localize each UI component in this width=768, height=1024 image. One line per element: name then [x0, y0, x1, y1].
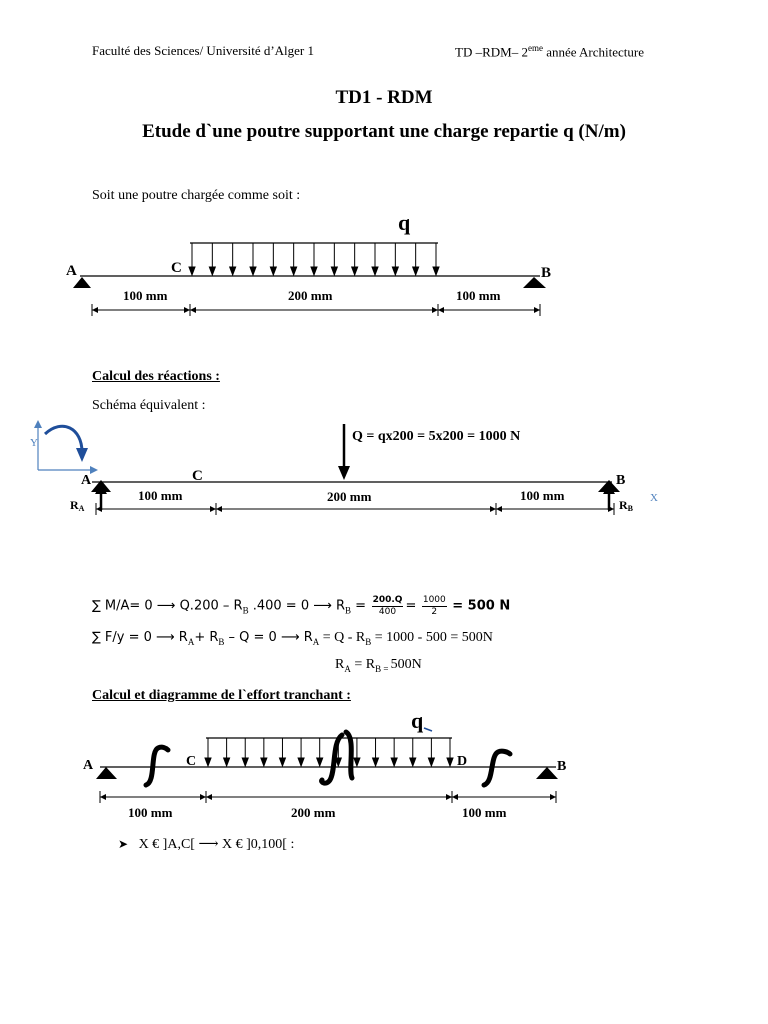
- dim3-label-2: 200 mm: [291, 805, 336, 820]
- point-c3-label: C: [186, 754, 197, 769]
- dim3-label-3: 100 mm: [462, 805, 507, 820]
- bullet-arrow-icon: ➤: [118, 837, 129, 851]
- load-q-label-3: q: [411, 708, 424, 733]
- load-arrowhead: [373, 758, 379, 766]
- load-arrowhead: [354, 758, 360, 766]
- eq2-part: ∑ F/y = 0 ⟶ R: [92, 630, 188, 645]
- x-axis-label: X: [650, 492, 658, 504]
- eq3-part: 500N: [390, 657, 422, 672]
- load-arrowhead: [410, 758, 416, 766]
- point-a2-label: A: [81, 473, 92, 488]
- eq3-part: R: [335, 657, 345, 672]
- section-cut-3: [484, 751, 510, 785]
- dim2-label-1: 100 mm: [138, 488, 183, 503]
- eq1-result: = 500 N: [452, 598, 511, 614]
- fraction-1-numerator: 200.Q: [372, 595, 403, 605]
- y-axis-label: Y: [30, 437, 38, 449]
- support-a3-icon: [96, 767, 117, 779]
- point-b2-label: B: [616, 473, 626, 488]
- distributed-load-arrows-3: [205, 738, 453, 766]
- section-cut-marks: [146, 732, 510, 785]
- support-b3-icon: [536, 767, 558, 779]
- shear-heading: Calcul et diagramme de l`effort tranchant :: [92, 688, 351, 703]
- point-a3-label: A: [83, 758, 94, 773]
- load-arrowhead: [428, 758, 434, 766]
- point-c-label: C: [171, 260, 182, 276]
- dim-label-2: 200 mm: [288, 288, 333, 303]
- point-b3-label: B: [557, 759, 567, 774]
- eq1-part: =: [351, 598, 367, 614]
- course-header-suffix: année Architecture: [542, 44, 645, 60]
- load-arrowhead: [279, 758, 285, 766]
- q-underline-mark: [424, 728, 432, 731]
- course-header-sup: eme: [527, 43, 543, 53]
- reaction-a-symbol: R: [70, 498, 79, 512]
- eq2-part: – Q = 0 ⟶ R: [224, 630, 313, 645]
- eq2-sub: B: [218, 636, 225, 647]
- eq1-part: .400 = 0 ⟶ R: [248, 598, 346, 614]
- dim3-label-1: 100 mm: [128, 805, 173, 820]
- bullet-text: X € ]A,C[ ⟶ X € ]0,100[ :: [138, 837, 295, 852]
- eq1-part: ∑ M/A= 0 ⟶ Q.200 – R: [92, 598, 243, 614]
- faculty-header: Faculté des Sciences/ Université d’Alger 1: [92, 43, 315, 58]
- eq2-part: + R: [194, 630, 219, 645]
- point-d3-label: D: [457, 754, 468, 769]
- eq2-sub: A: [187, 636, 195, 647]
- fraction-1-denominator: 400: [378, 607, 397, 617]
- schema-label: Schéma équivalent :: [92, 398, 206, 413]
- eq2-sub: A: [312, 636, 320, 647]
- reactions-heading: Calcul des réactions :: [92, 369, 220, 384]
- reaction-a-subscript: A: [78, 504, 85, 513]
- fraction-2-numerator: 1000: [422, 595, 446, 605]
- eq2-part: = Q - R: [319, 630, 366, 645]
- page-subtitle: Etude d`une poutre supportant une charge repartie q (N/m): [142, 121, 626, 142]
- eq2-part: = 1000 - 500 = 500N: [371, 630, 493, 645]
- load-arrowhead: [224, 758, 230, 766]
- load-arrowhead: [447, 758, 453, 766]
- eq1-sub: B: [242, 605, 249, 616]
- dim2-label-2: 200 mm: [327, 489, 372, 504]
- reaction-b-subscript: B: [627, 504, 634, 513]
- equation-moment: ∑ M/A= 0 ⟶ $Q.200 - R_B$ .400 = 0 ⟶ $R_B$ = $\frac{200.Q}{400}$ = $\frac{1000}{2}$ = 500 N: [92, 595, 511, 617]
- eq3-sub: B =: [375, 663, 391, 674]
- load-arrowhead: [242, 758, 248, 766]
- eq3-sub: A: [344, 663, 351, 674]
- load-arrowhead: [298, 758, 304, 766]
- dim-label-1: 100 mm: [123, 288, 168, 303]
- load-arrowhead: [317, 758, 323, 766]
- point-b-label: B: [541, 265, 552, 281]
- fraction-2-denominator: 2: [431, 607, 438, 617]
- section-cut-1: [146, 747, 168, 785]
- eq1-sub: B: [345, 605, 352, 616]
- force-q-label: Q = qx200 = 5x200 = 1000 N: [352, 429, 521, 444]
- load-q-label: q: [398, 210, 411, 235]
- dim-label-3: 100 mm: [456, 288, 501, 303]
- reaction-b-symbol: R: [619, 498, 628, 512]
- eq2-sub: B: [365, 636, 372, 647]
- page-title: TD1 - RDM: [335, 87, 433, 108]
- dim2-label-3: 100 mm: [520, 488, 565, 503]
- load-arrowhead: [261, 758, 267, 766]
- point-a-label: A: [66, 263, 77, 279]
- section-cut-2b: [346, 732, 352, 778]
- course-header-prefix: TD –RDM– 2: [455, 44, 528, 60]
- bullet-item: [118, 836, 294, 853]
- point-c2-label: C: [192, 468, 203, 484]
- intro-text: Soit une poutre chargée comme soit :: [92, 188, 301, 203]
- load-arrowhead: [391, 758, 397, 766]
- eq3-part: = R: [350, 657, 376, 672]
- dimension-lines-3: [100, 791, 556, 803]
- load-arrowhead: [205, 758, 211, 766]
